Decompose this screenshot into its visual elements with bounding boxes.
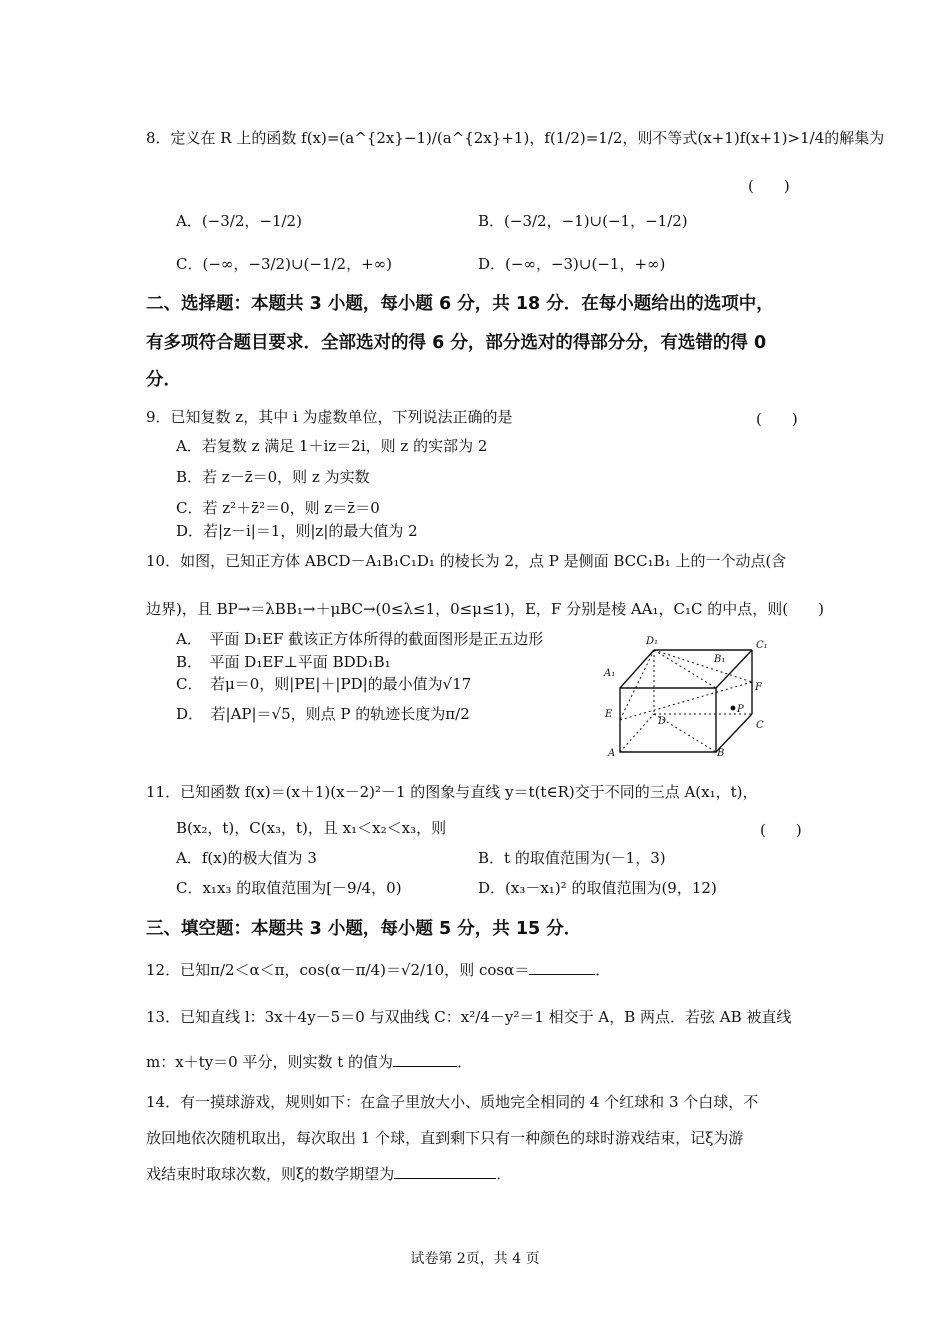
q12-text: 12．已知π/2＜α＜π，cos(α－π/4)＝√2/10，则 cosα＝ <box>146 961 530 979</box>
q10-option-c: C． 若μ＝0，则|PE|＋|PD|的最小值为√17 <box>176 675 472 693</box>
label-e: E <box>605 709 613 720</box>
q13-line1: 13．已知直线 l：3x＋4y－5＝0 与双曲线 C：x²/4－y²＝1 相交于 A，B 两点．若弦 AB 被直线 <box>146 1008 792 1026</box>
page-footer: 试卷第 2页，共 4 页 <box>410 1251 540 1267</box>
q9-stem: 9．已知复数 z，其中 i 为虚数单位，下列说法正确的是 <box>146 408 513 426</box>
q11-stem-line2: B(x₂，t)，C(x₃，t)，且 x₁＜x₂＜x₃，则 <box>176 819 447 837</box>
section3-heading: 三、填空题：本题共 3 小题，每小题 5 分，共 15 分． <box>146 919 582 939</box>
q13-line2 <box>146 1052 472 1072</box>
q11-stem-line1: 11．已知函数 f(x)＝(x＋1)(x－2)²－1 的图象与直线 y＝t(t∈R)交于不同的三点 A(x₁，t)， <box>146 783 758 801</box>
q13-text: m：x＋ty＝0 平分，则实数 t 的值为 <box>146 1053 394 1071</box>
q11-option-a: A．f(x)的极大值为 3 <box>176 849 317 867</box>
label-d1: D₁ <box>646 636 659 647</box>
cube-section-d1b1 <box>654 650 716 688</box>
q8-option-a: A．(−3/2，−1/2) <box>176 212 302 230</box>
cube-front-face <box>620 688 716 752</box>
q9-answer-paren: ( ) <box>756 410 798 428</box>
q9-option-b: B．若 z－z̄＝0，则 z 为实数 <box>176 468 370 486</box>
section2-heading-line2: 有多项符合题目要求．全部选对的得 6 分，部分选对的得部分分，有选错的得 0 <box>146 333 767 353</box>
q13-end: ． <box>457 1053 473 1071</box>
q10-stem-line2: 边界)，且 BP→＝λBB₁→＋μBC→(0≤λ≤1，0≤μ≤1)，E，F 分别是棱 AA₁，C₁C 的中点，则( ) <box>146 600 824 618</box>
q14-end: ． <box>496 1165 512 1183</box>
q12-end: ． <box>595 961 611 979</box>
label-c: C <box>756 720 764 731</box>
label-p: P <box>737 704 744 715</box>
label-c1: C₁ <box>756 640 768 651</box>
q14-answer-blank[interactable] <box>394 1164 496 1179</box>
q14-line3 <box>146 1164 511 1184</box>
cube-section-d1e <box>620 650 654 720</box>
q9-option-d: D．若|z－i|＝1，则|z|的最大值为 2 <box>176 522 418 540</box>
section2-heading-line1: 二、选择题：本题共 3 小题，每小题 6 分，共 18 分．在每小题给出的选项中， <box>146 294 774 314</box>
q8-option-b: B．(−3/2，−1)∪(−1，−1/2) <box>478 212 688 230</box>
cube-point-p <box>731 706 736 711</box>
q11-answer-paren: ( ) <box>760 821 802 839</box>
cube-edge-a1d1 <box>620 650 654 688</box>
q9-option-a: A．若复数 z 满足 1＋iz＝2i，则 z 的实部为 2 <box>176 437 488 455</box>
q9-option-c: C．若 z²＋z̄²＝0，则 z＝z̄＝0 <box>176 499 380 517</box>
q12-line <box>146 960 610 980</box>
q8-stem: 8．定义在 R 上的函数 f(x)=(a^{2x}−1)/(a^{2x}+1)，f(1/2)=1/2，则不等式(x+1)f(x+1)>1/4的解集为 <box>146 129 885 147</box>
q11-option-b: B．t 的取值范围为(－1，3) <box>478 849 666 867</box>
cube-edge-bc <box>716 714 752 752</box>
q13-answer-blank[interactable] <box>393 1052 457 1067</box>
q14-line2: 放回地依次随机取出，每次取出 1 个球，直到剩下只有一种颜色的球时游戏结束，记ξ为游 <box>146 1129 744 1147</box>
label-b1: B₁ <box>714 654 726 665</box>
q14-line1: 14．有一摸球游戏，规则如下：在盒子里放大小、质地完全相同的 4 个红球和 3 个白球，不 <box>146 1093 759 1111</box>
q14-text: 戏结束时取球次数，则ξ的数学期望为 <box>146 1165 395 1183</box>
q10-stem-line1: 10．如图，已知正方体 ABCD－A₁B₁C₁D₁ 的棱长为 2，点 P 是侧面 BCC₁B₁ 上的一个动点(含 <box>146 552 787 570</box>
q12-answer-blank[interactable] <box>529 960 595 975</box>
q10-option-b: B． 平面 D₁EF⊥平面 BDD₁B₁ <box>176 653 391 671</box>
q10-option-d: D． 若|AP|＝√5，则点 P 的轨迹长度为π/2 <box>176 705 470 723</box>
label-b: B <box>717 748 725 759</box>
q8-answer-paren: ( ) <box>748 177 790 195</box>
cube-hidden-ad <box>620 714 654 752</box>
q8-option-d: D．(−∞，−3)∪(−1，+∞) <box>478 255 666 273</box>
q11-option-d: D．(x₃－x₁)² 的取值范围为(9，12) <box>478 879 717 897</box>
q8-option-c: C．(−∞，−3/2)∪(−1/2，+∞) <box>176 255 392 273</box>
q10-option-a: A． 平面 D₁EF 截该正方体所得的截面图形是正五边形 <box>176 630 544 648</box>
section2-heading-line3: 分． <box>146 370 181 390</box>
label-f: F <box>755 682 762 693</box>
label-a: A <box>608 748 616 759</box>
cube-figure <box>596 632 776 760</box>
label-a1: A₁ <box>604 668 616 679</box>
label-d: D <box>658 716 667 727</box>
q11-option-c: C．x₁x₃ 的取值范围为[－9/4，0) <box>176 879 402 897</box>
